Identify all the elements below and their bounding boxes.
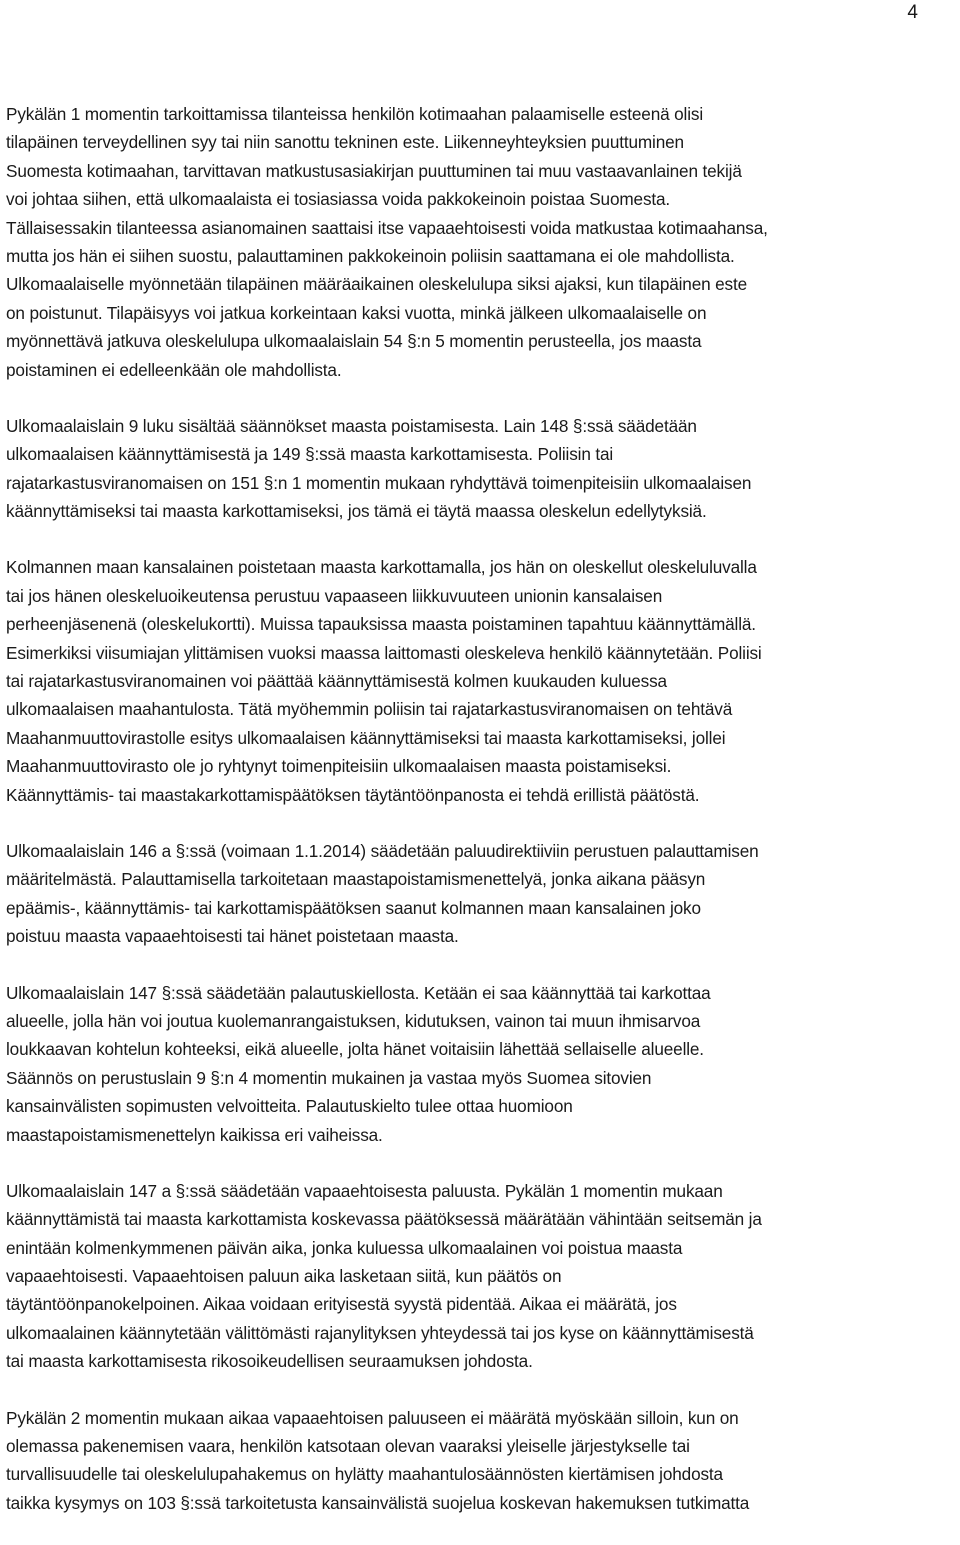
text-line: Ulkomaalaislain 9 luku sisältää säännökset maasta poistamisesta. Lain 148 §:ssä säädetään — [6, 415, 697, 436]
text-line: taikka kysymys on 103 §:ssä tarkoitetusta kansainvälistä suojelua koskevan hakemuksen tutkimatta — [6, 1492, 750, 1513]
text-line: käännyttämiseksi tai maasta karkottamiseksi, jos tämä ei täytä maassa oleskelun edellytyksiä. — [6, 501, 707, 522]
text-line: epäämis-, käännyttämis- tai karkottamispäätöksen saanut kolmannen maan kansalainen joko — [6, 897, 701, 918]
page-number: 4 — [907, 2, 918, 23]
paragraph — [6, 979, 956, 1149]
text-line: Tällaisessakin tilanteessa asianomainen saattaisi itse vapaaehtoisesti voida matkustaa kotimaahansa, — [6, 217, 768, 238]
text-line: Ulkomaalaiselle myönnetään tilapäinen määräaikainen oleskelulupa siksi ajaksi, kun tilapäinen este — [6, 274, 748, 295]
text-line: vapaaehtoisesti. Vapaaehtoisen paluun aika lasketaan siitä, kun päätös on — [6, 1266, 562, 1287]
text-line: Ulkomaalaislain 146 a §:ssä (voimaan 1.1.2014) säädetään paluudirektiiviin perustuen palauttamisen — [6, 840, 759, 861]
text-line: tai rajatarkastusviranomainen voi päättää käännyttämisestä kolmen kuukauden kuluessa — [6, 671, 667, 692]
text-line: perheenjäsenenä (oleskelukortti). Muissa tapauksissa maasta poistaminen tapahtuu käännyttämällä. — [6, 614, 756, 635]
text-line: käännyttämistä tai maasta karkottamista koskevassa päätöksessä määrätään vähintään seitsemän ja — [6, 1209, 762, 1230]
paragraph — [6, 837, 956, 951]
text-line: ulkomaalainen käännytetään välittömästi rajanylityksen yhteydessä tai jos kyse on käännyttämisestä — [6, 1322, 754, 1343]
text-line: tilapäinen terveydellinen syy tai niin sanottu tekninen este. Liikenneyhteyksien puuttuminen — [6, 132, 684, 153]
text-line: maastapoistamismenettelyn kaikissa eri vaiheissa. — [6, 1124, 383, 1145]
text-line: Maahanmuuttovirastolle esitys ulkomaalaisen käännyttämiseksi tai maasta karkottamiseksi, jollei — [6, 727, 726, 748]
text-line: Ulkomaalaislain 147 §:ssä säädetään palautuskiellosta. Ketään ei saa käännyttää tai karkottaa — [6, 982, 711, 1003]
text-line: enintään kolmenkymmenen päivän aika, jonka kuluessa ulkomaalainen voi poistua maasta — [6, 1237, 683, 1258]
paragraph — [6, 412, 956, 526]
paragraph — [6, 553, 956, 809]
text-line: myönnettävä jatkuva oleskelulupa ulkomaalaislain 54 §:n 5 momentin perusteella, jos maasta — [6, 331, 702, 352]
text-line: tai jos hänen oleskeluoikeutensa perustuu vapaaseen liikkuvuuteen unionin kansalaisen — [6, 585, 663, 606]
text-line: ulkomaalaisen maahantulosta. Tätä myöhemmin poliisin tai rajatarkastusviranomaisen on tehtävä — [6, 699, 733, 720]
text-line: olemassa pakenemisen vaara, henkilön katsotaan olevan vaaraksi yleiselle järjestykselle tai — [6, 1436, 690, 1457]
paragraph — [6, 1404, 956, 1518]
document-body — [6, 100, 956, 1545]
text-line: alueelle, jolla hän voi joutua kuolemanrangaistuksen, kidutuksen, vainon tai muun ihmisarvoa — [6, 1010, 701, 1031]
text-line: on poistunut. Tilapäisyys voi jatkua korkeintaan kaksi vuotta, minkä jälkeen ulkomaalaiselle on — [6, 302, 707, 323]
text-line: poistuu maasta vapaaehtoisesti tai hänet poistetaan maasta. — [6, 926, 459, 947]
text-line: Ulkomaalaislain 147 a §:ssä säädetään vapaaehtoisesta paluusta. Pykälän 1 momentin mukaan — [6, 1180, 723, 1201]
text-line: Säännös on perustuslain 9 §:n 4 momentin mukainen ja vastaa myös Suomea sitovien — [6, 1067, 652, 1088]
text-line: voi johtaa siihen, että ulkomaalaista ei tosiasiassa voida pakkokeinoin poistaa Suomesta. — [6, 189, 671, 210]
text-line: Kolmannen maan kansalainen poistetaan maasta karkottamalla, jos hän on oleskellut oleskeluluvalla — [6, 557, 757, 578]
paragraph — [6, 1177, 956, 1376]
text-line: kansainvälisten sopimusten velvoitteita. Palautuskielto tulee ottaa huomioon — [6, 1096, 573, 1117]
paragraph — [6, 100, 956, 384]
text-line: täytäntöönpanokelpoinen. Aikaa voidaan erityisestä syystä pidentää. Aikaa ei määrätä, jos — [6, 1294, 677, 1315]
text-line: Pykälän 1 momentin tarkoittamissa tilanteissa henkilön kotimaahan palaamiselle esteenä olisi — [6, 104, 703, 124]
text-line: loukkaavan kohtelun kohteeksi, eikä alueelle, jolta hänet voitaisiin lähettää sellaiselle alueelle. — [6, 1039, 704, 1060]
text-line: turvallisuudelle tai oleskelulupahakemus on hylätty maahantulosäännösten kiertämisen johdosta — [6, 1464, 723, 1485]
text-line: ulkomaalaisen käännyttämisestä ja 149 §:ssä maasta karkottamisesta. Poliisin tai — [6, 444, 614, 465]
text-line: Maahanmuuttovirasto ole jo ryhtynyt toimenpiteisiin ulkomaalaisen maasta poistamiseksi. — [6, 756, 672, 777]
text-line: Pykälän 2 momentin mukaan aikaa vapaaehtoisen paluuseen ei määrätä myöskään silloin, kun on — [6, 1407, 739, 1428]
text-line: Käännyttämis- tai maastakarkottamispäätöksen täytäntöönpanosta ei tehdä erillistä päätöstä. — [6, 784, 700, 805]
text-line: rajatarkastusviranomaisen on 151 §:n 1 momentin mukaan ryhdyttävä toimenpiteisiin ulkomaalaisen — [6, 472, 752, 493]
text-line: mutta jos hän ei siihen suostu, palauttaminen pakkokeinoin poliisin saattamana ei ole mahdollista. — [6, 245, 735, 266]
text-line: Suomesta kotimaahan, tarvittavan matkustusasiakirjan puuttuminen tai muu vastaavanlainen tekijä — [6, 160, 742, 181]
text-line: poistaminen ei edelleenkään ole mahdollista. — [6, 359, 342, 380]
text-line: Esimerkiksi viisumiajan ylittämisen vuoksi maassa laittomasti oleskeleva henkilö käännytetään. Poliisi — [6, 642, 762, 663]
text-line: tai maasta karkottamisesta rikosoikeudellisen seuraamuksen johdosta. — [6, 1351, 533, 1372]
text-line: määritelmästä. Palauttamisella tarkoitetaan maastapoistamismenettelyä, jonka aikana pääsyn — [6, 869, 706, 890]
